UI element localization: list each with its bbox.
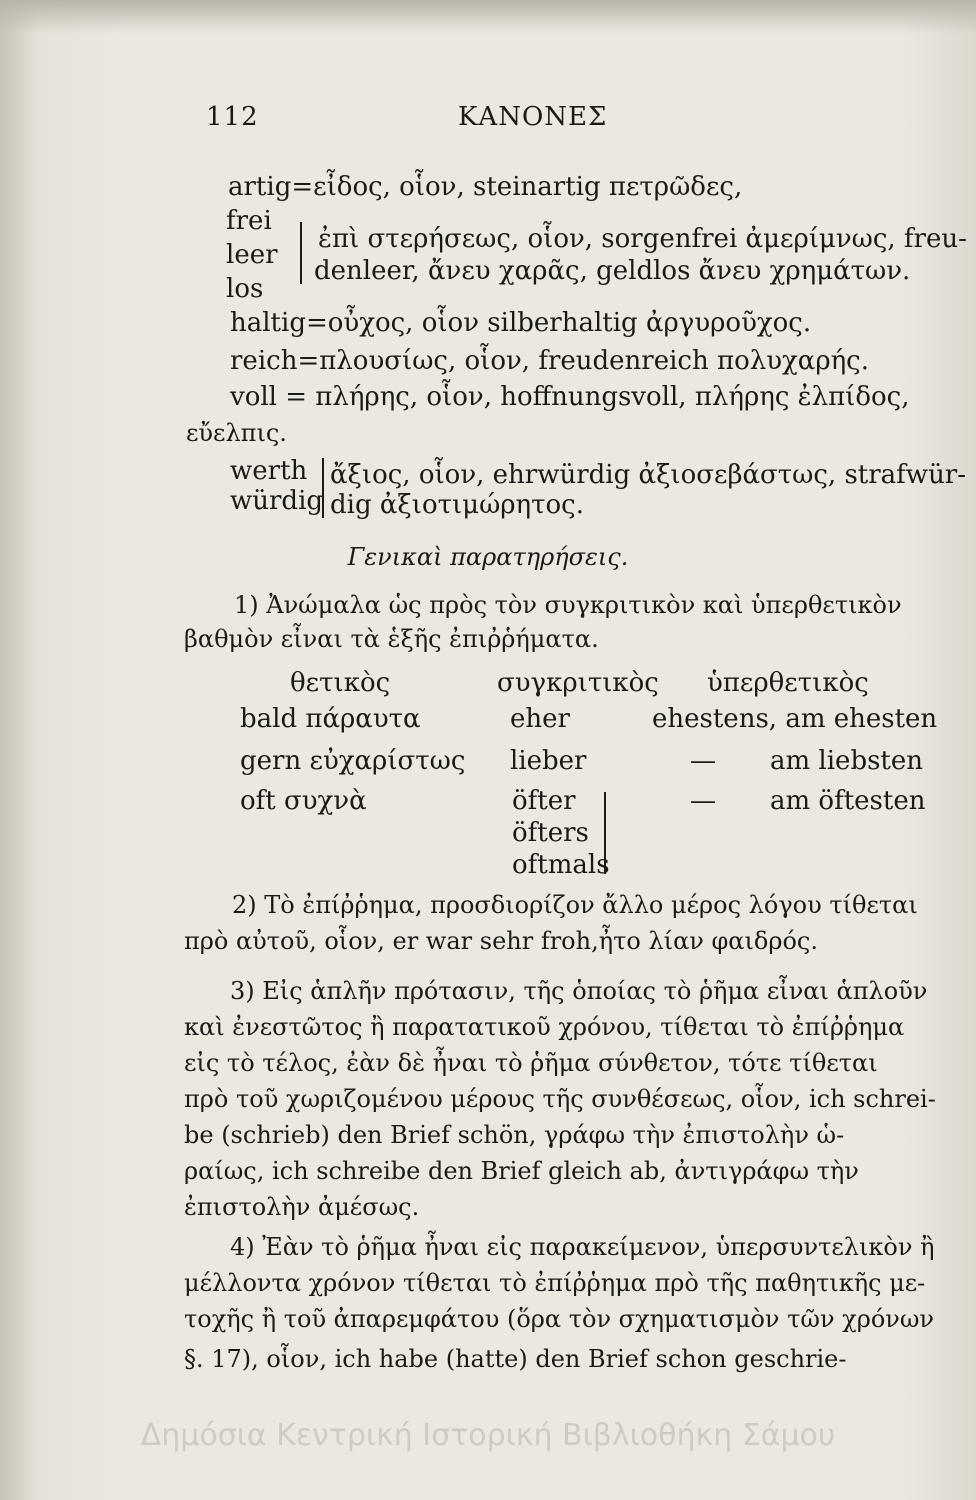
paragraph-line-1: 2) Τὸ ἐπίῤῥημα, προσδιορίζον ἄλλο μέρος λόγου τίθεται [232,891,918,919]
brace-left-2 [322,458,324,518]
table-row-3-superlative: am öftesten [770,786,926,816]
frei-group-line1: ἐπὶ στερήσεως, οἷον, sorgenfrei ἀμερίμνως, freu- [318,224,967,254]
paragraph-line-2: πρὸ αὐτοῦ, οἷον, er war sehr froh,ἦτο λίαν φαιδρός. [184,927,818,955]
rule-reich: reich=πλουσίως, οἷον, freudenreich πολυχαρής. [230,346,870,376]
table-header-comparative: συγκριτικὸς [497,668,659,698]
library-watermark: Δημόσια Κεντρική Ιστορική Βιβλιοθήκη Σάμου [140,1418,836,1453]
table-row-3-positive: oft συχνὰ [240,786,367,816]
paragraph-line-13: §. 17), οἷον, ich habe (hatte) den Brief schon geschrie- [184,1345,847,1373]
werth-group-line1: ἄξιος, οἷον, ehrwürdig ἀξιοσεβάστως, strafwür- [330,460,967,490]
paragraph-line-3: 3) Εἰς ἁπλῆν πρότασιν, τῆς ὁποίας τὸ ῥῆμα εἶναι ἁπλοῦν [230,977,928,1005]
paragraph-line-4: καὶ ἐνεστῶτος ἢ παρατατικοῦ χρόνου, τίθεται τὸ ἐπίῤῥημα [184,1013,905,1041]
paragraph-line-10: 4) Ἐὰν τὸ ῥῆμα ἦναι εἰς παρακείμενον, ὑπερσυντελικὸν ἢ [230,1233,935,1261]
werth-group-line2: dig ἀξιοτιμώρητος. [330,490,584,520]
table-header-positive: θετικὸς [290,668,391,698]
page-edge-shadow [0,0,976,34]
table-row-3-dash: — [690,786,716,816]
table-row-2-comparative: lieber [510,746,587,776]
paragraph-line-9: ἐπιστολὴν ἀμέσως. [184,1193,420,1221]
group-word-los: los [226,274,264,304]
group-word-werth: werth [230,456,308,486]
paragraph-line-6: πρὸ τοῦ χωριζομένου μέρους τῆς συνθέσεως, οἷον, ich schrei- [184,1085,936,1113]
frei-group-line2: denleer, ἄνευ χαρᾶς, geldlos ἄνευ χρημάτων. [314,256,911,286]
page-number: 112 [206,102,259,132]
paragraph-line-11: μέλλοντα χρόνον τίθεται τὸ ἐπίῤῥημα πρὸ τῆς παθητικῆς με- [184,1269,926,1297]
brace-left [300,222,302,284]
note1-line1: 1) Ἀνώμαλα ὡς πρὸς τὸν συγκριτικὸν καὶ ὑπερθετικὸν [234,591,902,619]
paragraph-line-8: ραίως, ich schreibe den Brief gleich ab, ἀντιγράφω τὴν [184,1157,859,1185]
brace-right [604,792,606,874]
group-word-würdig: würdig [230,486,324,516]
table-row-4-comparative: öfters [512,818,589,848]
table-row-5-comparative: oftmals [512,850,610,880]
table-row-2-positive: gern εὐχαρίστως [240,746,466,776]
paragraph-line-12: τοχῆς ἢ τοῦ ἀπαρεμφάτου (ὅρα τὸν σχηματισμὸν τῶν χρόνων [184,1305,935,1333]
rule-artig: artig=εἶδος, οἷον, steinartig πετρῶδες, [228,172,743,202]
table-header-superlative: ὑπερθετικὸς [707,668,869,698]
note1-line2: βαθμὸν εἶναι τὰ ἑξῆς ἐπιῤῥήματα. [184,625,599,653]
table-row-2-superlative: am liebsten [770,746,924,776]
table-row-1-superlative: ehestens, am ehesten [652,704,938,734]
rule-voll: voll = πλήρης, οἷον, hoffnungsvoll, πλήρης ἐλπίδος, [230,382,910,412]
table-row-1-positive: bald πάραυτα [240,704,421,734]
paragraph-line-5: εἰς τὸ τέλος, ἐὰν δὲ ἦναι τὸ ῥῆμα σύνθετον, τότε τίθεται [184,1049,878,1077]
rule-voll-continued: εὔελπις. [186,419,287,447]
table-row-3-comparative: öfter [512,786,576,816]
section-title: Γενικαὶ παρατηρήσεις. [347,543,629,571]
rule-haltig: haltig=οὖχος, οἷον silberhaltig ἀργυροῦχος. [230,308,812,338]
table-row-2-dash: — [690,746,716,776]
paragraph-line-7: be (schrieb) den Brief schön, γράφω τὴν ἐπιστολὴν ὡ- [184,1121,845,1149]
table-row-1-comparative: eher [510,704,570,734]
group-word-leer: leer [226,240,278,270]
running-head: ΚΑΝΟΝΕΣ [458,102,608,132]
group-word-frei: frei [226,206,272,236]
